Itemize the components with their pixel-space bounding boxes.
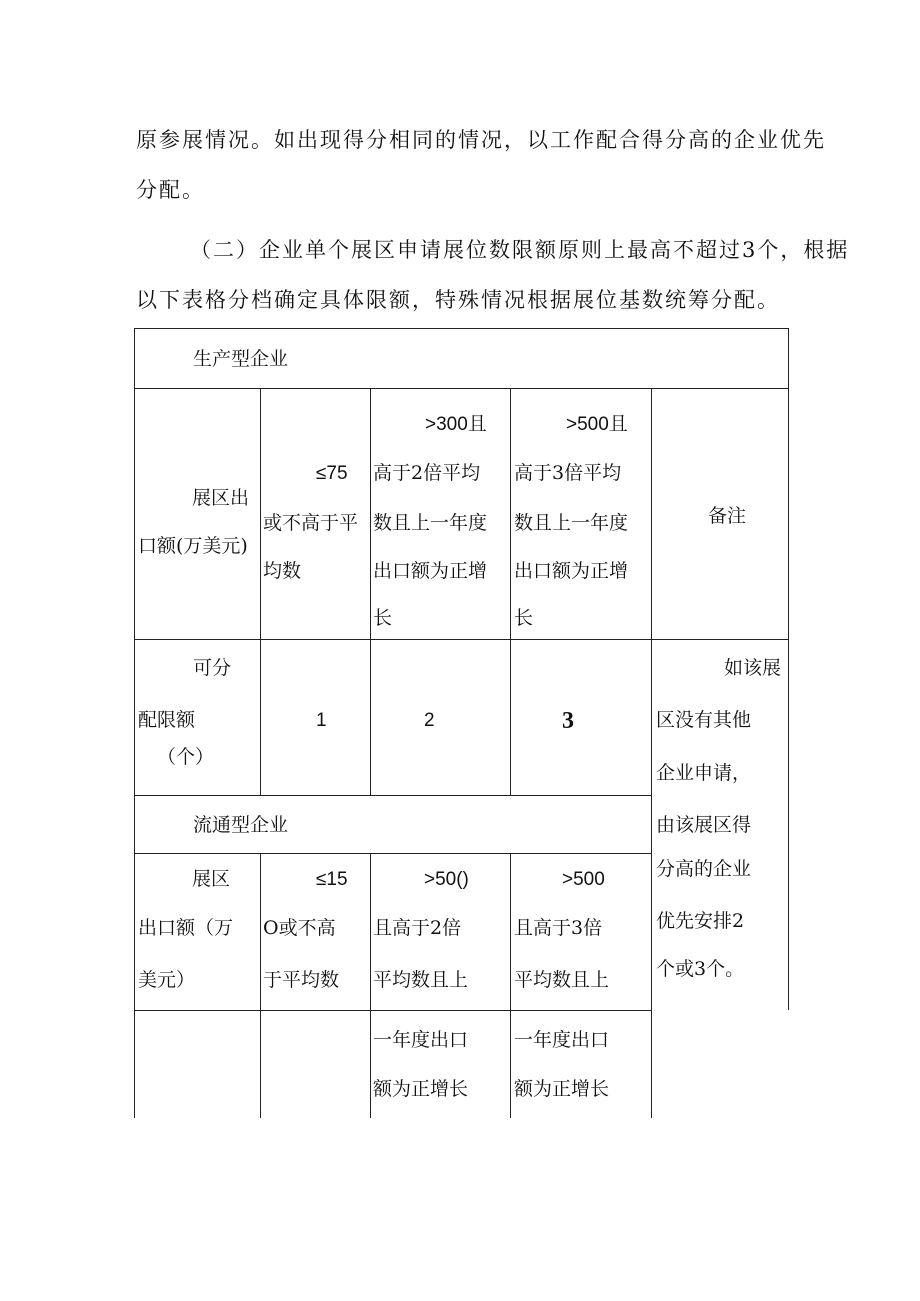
table-border-right (788, 328, 789, 1010)
production-tier2-line-5: 长 (373, 607, 393, 629)
quota-value-tier3: 3 (562, 708, 574, 734)
note-line-7: 个或3个。 (656, 958, 745, 980)
table-rule (134, 853, 651, 854)
distribution-row-label-1: 展区 (192, 868, 231, 890)
production-tier2-line-1: >300且 (425, 414, 487, 435)
distribution-tier2-line-5: 额为正增长 (373, 1078, 469, 1100)
table-border-left (134, 328, 135, 1118)
distribution-tier3-line-2: 且高于3倍 (514, 917, 603, 939)
production-tier3-line-4: 出口额为正增 (514, 560, 629, 582)
distribution-tier3-line-1: >500 (562, 869, 605, 890)
table-rule (370, 853, 371, 1118)
production-row-label-2: 口额(万美元) (138, 535, 248, 557)
production-tier2-line-2: 高于2倍平均 (373, 462, 481, 484)
distribution-tier2-line-2: 且高于2倍 (373, 917, 462, 939)
table-rule (134, 795, 651, 796)
note-line-6: 优先安排2 (656, 910, 745, 932)
paragraph-line-4: 以下表格分档确定具体限额，特殊情况根据展位基数统筹分配。 (136, 288, 780, 312)
table-rule (260, 388, 261, 795)
production-tier2-line-4: 出口额为正增 (373, 560, 488, 582)
table-rule (510, 388, 511, 795)
table-rule (260, 853, 261, 1118)
table-rule (370, 388, 371, 795)
distribution-tier3-line-3: 平均数且上 (514, 969, 610, 991)
table-rule (134, 1010, 651, 1011)
production-row-label-1: 展区出 (192, 487, 250, 509)
production-tier3-line-5: 长 (514, 607, 534, 629)
production-tier2-line-3: 数且上一年度 (373, 512, 488, 534)
note-line-1: 如该展 (724, 657, 782, 679)
paragraph-line-3: （二）企业单个展区申请展位数限额原则上最高不超过3个，根据 (190, 238, 850, 262)
distribution-row-label-3: 美元） (138, 969, 196, 991)
production-tier3-line-3: 数且上一年度 (514, 512, 629, 534)
quota-label-3: （个） (157, 746, 215, 768)
paragraph-line-1: 原参展情况。如出现得分相同的情况，以工作配合得分高的企业优先 (136, 128, 826, 152)
quota-value-tier1: 1 (316, 710, 327, 731)
note-header: 备注 (708, 505, 747, 527)
production-tier1-line-2: 或不高于平 (263, 512, 359, 534)
distribution-header: 流通型企业 (193, 814, 289, 836)
production-header: 生产型企业 (193, 348, 289, 370)
distribution-tier3-line-5: 额为正增长 (514, 1078, 610, 1100)
table-rule (134, 388, 788, 389)
note-line-2: 区没有其他 (656, 709, 752, 731)
distribution-tier2-line-3: 平均数且上 (373, 969, 469, 991)
production-tier3-line-2: 高于3倍平均 (514, 462, 622, 484)
distribution-tier3-line-4: 一年度出口 (514, 1029, 610, 1051)
production-tier3-line-1: >500且 (566, 414, 628, 435)
note-line-3: 企业申请， (656, 762, 752, 784)
table-rule (510, 853, 511, 1118)
production-tier1-line-3: 均数 (263, 560, 302, 582)
distribution-tier2-line-1: >50() (424, 869, 469, 890)
distribution-row-label-2: 出口额（万 (138, 917, 234, 939)
note-line-4: 由该展区得 (656, 814, 752, 836)
table-border-top (134, 328, 788, 329)
quota-label-2: 配限额 (138, 709, 196, 731)
quota-value-tier2: 2 (424, 710, 435, 731)
table-rule (651, 388, 652, 1118)
distribution-tier1-line-3: 于平均数 (263, 969, 340, 991)
distribution-tier1-line-1: ≤15 (316, 869, 348, 890)
table-rule (134, 639, 788, 640)
distribution-tier2-line-4: 一年度出口 (373, 1029, 469, 1051)
production-tier1-line-1: ≤75 (316, 463, 348, 484)
note-line-5: 分高的企业 (656, 858, 752, 880)
distribution-tier1-line-2: O或不高 (263, 917, 336, 939)
quota-label-1: 可分 (193, 657, 232, 679)
paragraph-line-2: 分配。 (136, 178, 205, 202)
